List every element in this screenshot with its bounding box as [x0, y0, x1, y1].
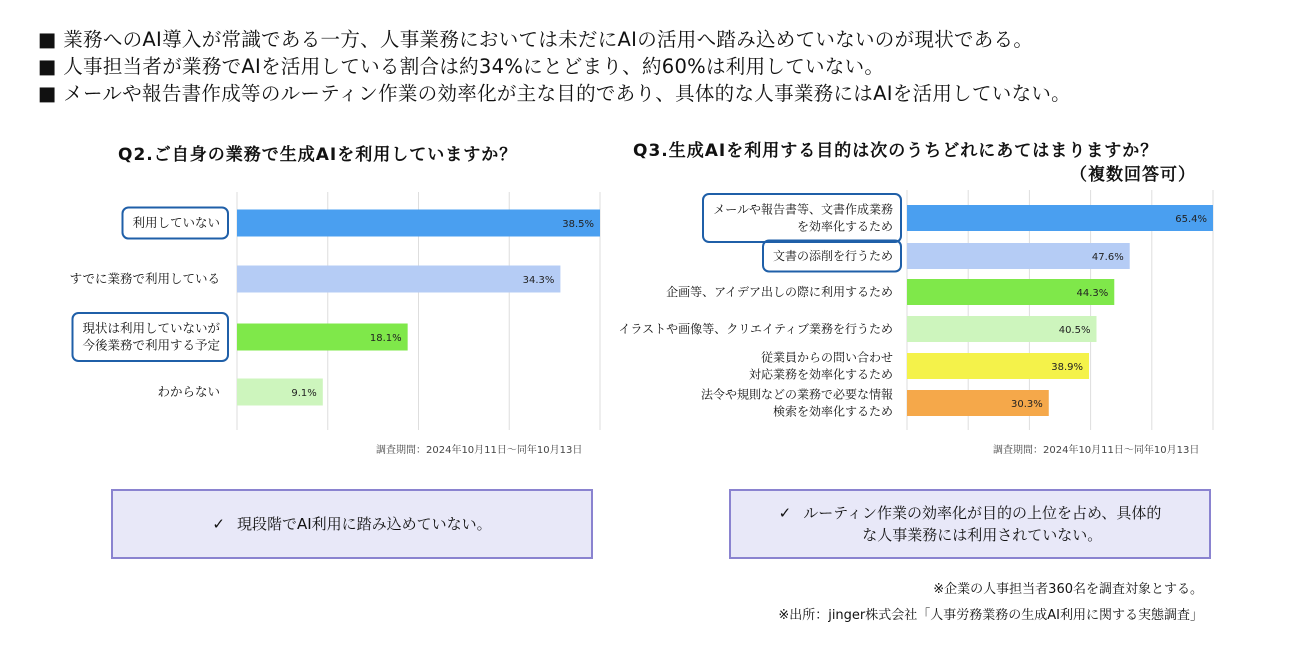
- q2-category-label: すでに業務で利用している: [69, 271, 220, 286]
- q3-category-label: 対応業務を効率化するため: [748, 367, 893, 382]
- q2-summary-text: 現段階でAI利用に踏み込めていない。: [236, 515, 492, 533]
- q3-title-line2: （複数回答可）: [1070, 165, 1196, 185]
- q2-category-label: わからない: [157, 384, 220, 399]
- q3-category-label: メールや報告書等、文書作成業務: [713, 202, 893, 217]
- q2-category-label: 利用していない: [132, 215, 220, 230]
- q2-value-label: 38.5%: [562, 219, 594, 230]
- q3-category-label: 企画等、アイデア出しの際に利用するため: [666, 285, 893, 299]
- check-icon: ✓: [212, 515, 225, 533]
- bullet-1: ■ 業務へのAI導入が常識である一方、人事業務においては未だにAIの活用へ踏み込めていないのが現状である。: [38, 28, 1034, 51]
- q3-highlight-box: [703, 194, 901, 242]
- q2-category-label: 現状は利用していないが: [82, 320, 220, 336]
- q2-category-label: 今後業務で利用する予定: [82, 337, 220, 353]
- q3-value-label: 65.4%: [1175, 214, 1207, 225]
- q3-category-label: 法令や規則などの業務で必要な情報: [700, 387, 893, 402]
- footnote-target: ※企業の人事担当者360名を調査対象とする。: [933, 582, 1203, 597]
- q2-value-label: 34.3%: [522, 275, 555, 286]
- bullet-2: ■ 人事担当者が業務でAIを活用している割合は約34%にとどまり、約60%は利用していない。: [38, 55, 885, 78]
- q2-value-label: 9.1%: [291, 388, 317, 399]
- q3-value-label: 38.9%: [1051, 362, 1084, 373]
- q3-summary-line2: な人事業務には利用されていない。: [862, 526, 1103, 544]
- q3-survey-period: 調査期間：2024年10月11日～同年10月13日: [993, 445, 1200, 456]
- q2-value-label: 18.1%: [369, 333, 402, 344]
- q3-value-label: 44.3%: [1076, 288, 1109, 299]
- bullet-3: ■ メールや報告書作成等のルーティン作業の効率化が主な目的であり、具体的な人事業務にはAIを活用していない。: [38, 82, 1071, 105]
- q3-category-label: イラストや画像等、クリエイティブ業務を行うため: [618, 322, 893, 336]
- q3-summary-box: [729, 489, 1211, 559]
- q2-summary-box: [111, 489, 593, 559]
- check-icon: ✓: [778, 504, 792, 522]
- q2-survey-period: 調査期間：2024年10月11日～同年10月13日: [376, 445, 583, 456]
- q3-title-line1: Q3.生成AIを利用する目的は次のうちどれにあてはまりますか？: [633, 141, 1159, 161]
- q3-category-label: を効率化するため: [796, 219, 893, 234]
- q3-value-label: 30.3%: [1010, 399, 1043, 410]
- footnote-source: ※出所：jinger株式会社「人事労務業務の生成AI利用に関する実態調査」: [778, 608, 1203, 623]
- q3-category-label: 従業員からの問い合わせ: [760, 350, 893, 365]
- q3-category-label: 検索を効率化するため: [772, 404, 893, 419]
- q3-value-label: 47.6%: [1091, 252, 1124, 263]
- q3-summary-line1: ルーティン作業の効率化が目的の上位を占め、具体的: [803, 504, 1162, 522]
- q3-bar: [907, 205, 1213, 231]
- q3-category-label: 文書の添削を行うため: [772, 249, 893, 263]
- q2-title: Q2.ご自身の業務で生成AIを利用していますか？: [118, 145, 518, 165]
- q3-value-label: 40.5%: [1058, 325, 1091, 336]
